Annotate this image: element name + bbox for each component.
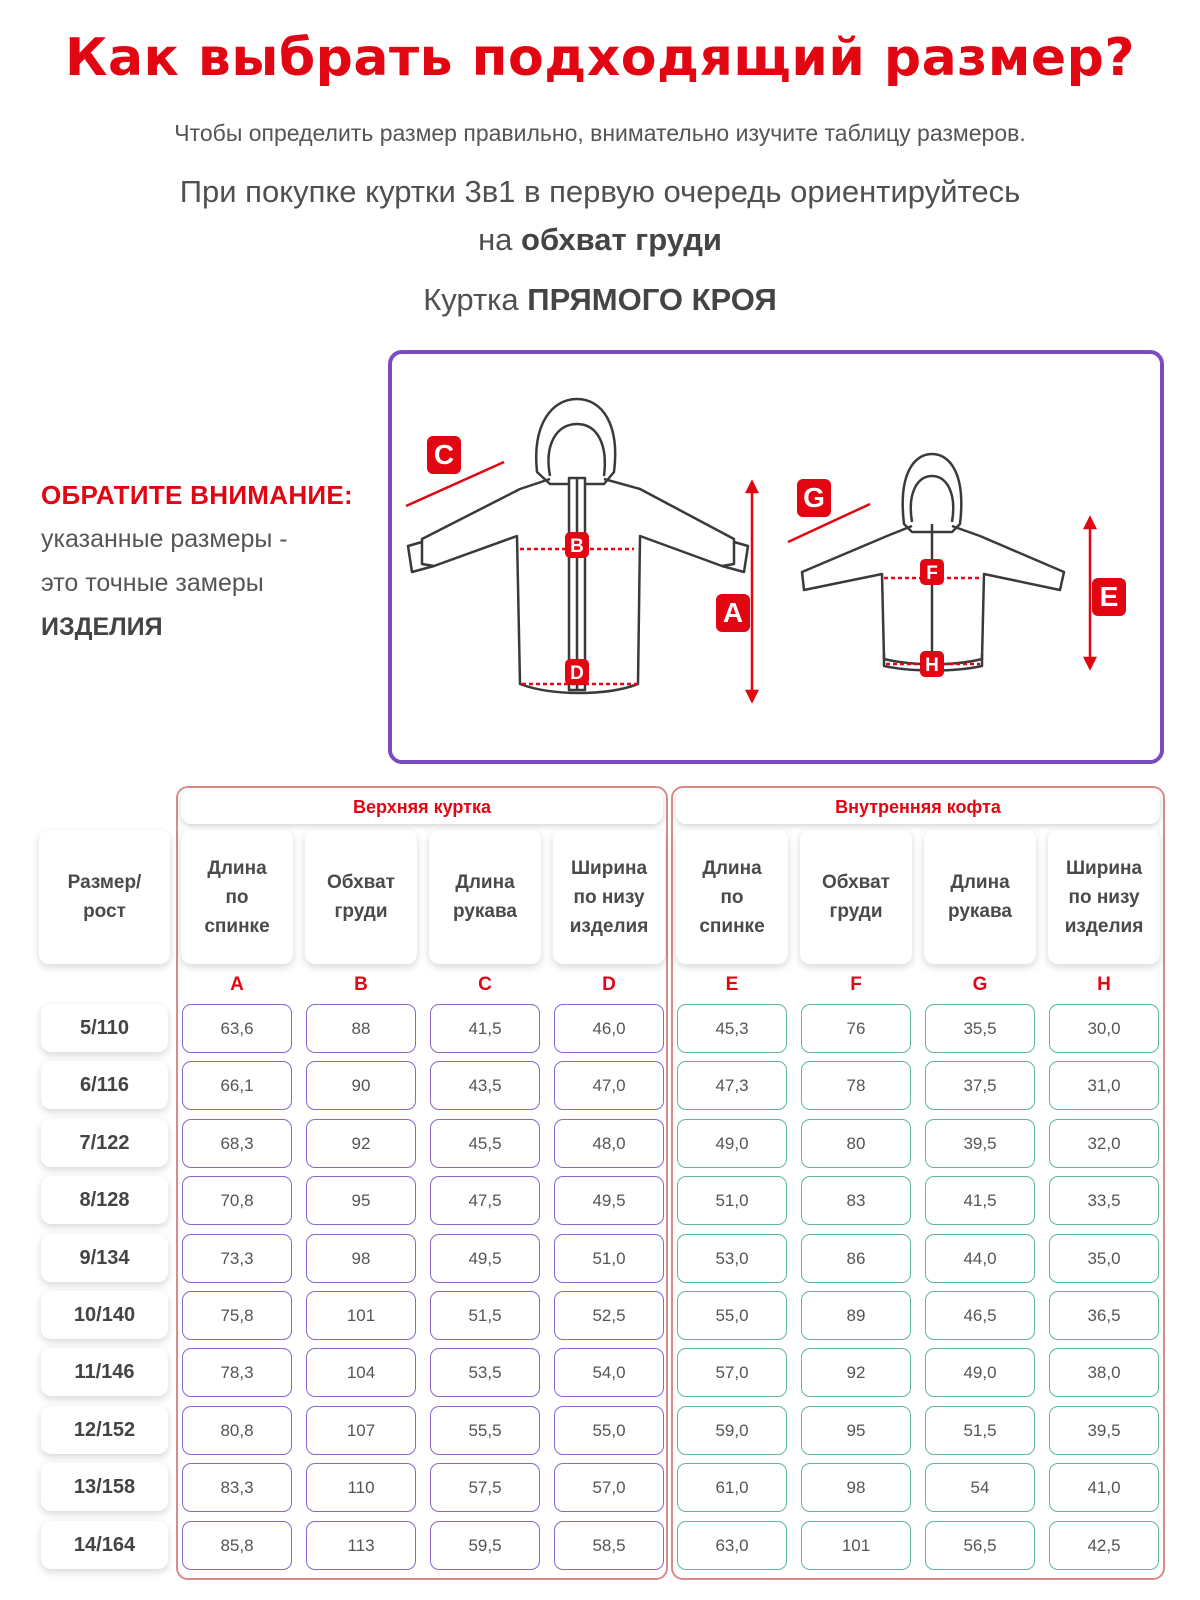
table-cell: 98 — [306, 1234, 416, 1283]
attention-heading: ОБРАТИТЕ ВНИМАНИЕ: — [41, 480, 354, 510]
table-cell: 51,5 — [430, 1291, 540, 1340]
column-header: Длина рукава — [429, 830, 541, 964]
table-cell: 41,0 — [1049, 1463, 1159, 1512]
table-cell: 101 — [801, 1521, 911, 1570]
table-cell: 32,0 — [1049, 1119, 1159, 1168]
table-cell: 59,5 — [430, 1521, 540, 1570]
column-letter: H — [1097, 974, 1111, 995]
table-cell: 49,5 — [554, 1176, 664, 1225]
table-cell: 44,0 — [925, 1234, 1035, 1283]
svg-text:G: G — [803, 482, 825, 513]
table-cell: 53,0 — [677, 1234, 787, 1283]
table-cell: 110 — [306, 1463, 416, 1512]
jacket-diagram — [388, 350, 1164, 764]
table-cell: 57,5 — [430, 1463, 540, 1512]
svg-text:C: C — [433, 439, 455, 470]
table-cell: 80 — [801, 1119, 911, 1168]
table-cell: 88 — [306, 1004, 416, 1053]
table-cell: 45,5 — [430, 1119, 540, 1168]
svg-text:H: H — [925, 655, 939, 676]
svg-text:F: F — [926, 563, 938, 584]
table-cell: 104 — [306, 1348, 416, 1397]
outer-jacket-group-header: Верхняя куртка — [181, 790, 663, 824]
cut-prefix: Куртка — [423, 282, 528, 317]
column-header: Длина по спинке — [676, 830, 788, 964]
table-cell: 36,5 — [1049, 1291, 1159, 1340]
chest-advice — [0, 168, 1200, 264]
table-cell: 76 — [801, 1004, 911, 1053]
size-label: 14/164 — [41, 1521, 168, 1569]
table-cell: 90 — [306, 1061, 416, 1110]
table-cell: 85,8 — [182, 1521, 292, 1570]
table-cell: 39,5 — [1049, 1406, 1159, 1455]
table-cell: 38,0 — [1049, 1348, 1159, 1397]
table-cell: 53,5 — [430, 1348, 540, 1397]
table-cell: 57,0 — [554, 1463, 664, 1512]
table-cell: 95 — [306, 1176, 416, 1225]
table-cell: 51,0 — [554, 1234, 664, 1283]
table-cell: 30,0 — [1049, 1004, 1159, 1053]
size-label: 10/140 — [41, 1291, 168, 1339]
table-cell: 33,5 — [1049, 1176, 1159, 1225]
table-cell: 52,5 — [554, 1291, 664, 1340]
attention-line-3: ИЗДЕЛИЯ — [41, 613, 163, 641]
table-cell: 55,5 — [430, 1406, 540, 1455]
table-cell: 70,8 — [182, 1176, 292, 1225]
size-label: 7/122 — [41, 1119, 168, 1167]
column-letter: F — [850, 974, 862, 995]
table-cell: 86 — [801, 1234, 911, 1283]
table-cell: 59,0 — [677, 1406, 787, 1455]
attention-line-2: это точные замеры — [41, 569, 264, 597]
dimension-lines — [406, 462, 1095, 701]
table-cell: 35,0 — [1049, 1234, 1159, 1283]
advice-bold: обхват груди — [521, 222, 722, 257]
table-cell: 47,3 — [677, 1061, 787, 1110]
table-cell: 49,5 — [430, 1234, 540, 1283]
table-cell: 46,0 — [554, 1004, 664, 1053]
table-cell: 54,0 — [554, 1348, 664, 1397]
table-cell: 75,8 — [182, 1291, 292, 1340]
size-column-header: Размер/ рост — [39, 830, 170, 964]
column-header: Длина рукава — [924, 830, 1036, 964]
column-letter: D — [602, 974, 616, 995]
cut-type-heading — [0, 282, 1200, 318]
table-cell: 55,0 — [554, 1406, 664, 1455]
table-cell: 46,5 — [925, 1291, 1035, 1340]
table-cell: 68,3 — [182, 1119, 292, 1168]
table-cell: 107 — [306, 1406, 416, 1455]
table-cell: 101 — [306, 1291, 416, 1340]
table-cell: 55,0 — [677, 1291, 787, 1340]
column-letter: C — [478, 974, 492, 995]
column-header: Ширина по низу изделия — [553, 830, 665, 964]
table-cell: 92 — [801, 1348, 911, 1397]
attention-note — [41, 480, 381, 649]
column-header: Длина по спинке — [181, 830, 293, 964]
table-cell: 78 — [801, 1061, 911, 1110]
table-cell: 95 — [801, 1406, 911, 1455]
table-cell: 42,5 — [1049, 1521, 1159, 1570]
svg-text:E: E — [1099, 581, 1119, 612]
size-label: 13/158 — [41, 1463, 168, 1511]
table-cell: 41,5 — [430, 1004, 540, 1053]
inner-fleece-group-header: Внутренняя кофта — [676, 790, 1160, 824]
table-cell: 47,0 — [554, 1061, 664, 1110]
size-label: 6/116 — [41, 1061, 168, 1109]
table-cell: 41,5 — [925, 1176, 1035, 1225]
table-cell: 56,5 — [925, 1521, 1035, 1570]
table-cell: 63,6 — [182, 1004, 292, 1053]
table-cell: 83 — [801, 1176, 911, 1225]
advice-line-a: При покупке куртки 3в1 в первую очередь ориентируйтесь — [179, 174, 1021, 209]
column-letter: A — [230, 974, 244, 995]
table-cell: 51,5 — [925, 1406, 1035, 1455]
table-cell: 45,3 — [677, 1004, 787, 1053]
page-subtitle: Чтобы определить размер правильно, внимательно изучите таблицу размеров. — [174, 120, 1026, 146]
table-cell: 80,8 — [182, 1406, 292, 1455]
size-label: 5/110 — [41, 1004, 168, 1052]
column-header: Обхват груди — [305, 830, 417, 964]
measurement-badges — [427, 436, 1126, 685]
table-cell: 57,0 — [677, 1348, 787, 1397]
page-title: Как выбрать подходящий размер? — [64, 28, 1136, 88]
table-cell: 54 — [925, 1463, 1035, 1512]
column-letter: E — [725, 974, 739, 995]
svg-text:A: A — [722, 597, 744, 628]
column-header: Обхват груди — [800, 830, 912, 964]
table-cell: 66,1 — [182, 1061, 292, 1110]
table-cell: 43,5 — [430, 1061, 540, 1110]
table-cell: 47,5 — [430, 1176, 540, 1225]
cut-bold: ПРЯМОГО КРОЯ — [527, 282, 777, 317]
table-cell: 58,5 — [554, 1521, 664, 1570]
table-cell: 49,0 — [925, 1348, 1035, 1397]
table-cell: 89 — [801, 1291, 911, 1340]
svg-text:B: B — [570, 536, 584, 557]
column-letter: B — [354, 974, 368, 995]
table-cell: 39,5 — [925, 1119, 1035, 1168]
table-cell: 63,0 — [677, 1521, 787, 1570]
table-cell: 49,0 — [677, 1119, 787, 1168]
column-letter: G — [972, 974, 988, 995]
table-cell: 61,0 — [677, 1463, 787, 1512]
attention-line-1: указанные размеры - — [41, 525, 288, 553]
size-label: 12/152 — [41, 1406, 168, 1454]
advice-line-b — [0, 216, 1200, 264]
table-cell: 48,0 — [554, 1119, 664, 1168]
table-cell: 37,5 — [925, 1061, 1035, 1110]
table-cell: 73,3 — [182, 1234, 292, 1283]
table-cell: 98 — [801, 1463, 911, 1512]
table-cell: 92 — [306, 1119, 416, 1168]
size-label: 9/134 — [41, 1234, 168, 1282]
table-cell: 113 — [306, 1521, 416, 1570]
table-cell: 78,3 — [182, 1348, 292, 1397]
advice-prefix: на — [478, 222, 522, 257]
column-header: Ширина по низу изделия — [1048, 830, 1160, 964]
jacket-measurement-drawing — [392, 354, 1168, 768]
svg-text:D: D — [570, 663, 584, 684]
table-cell: 35,5 — [925, 1004, 1035, 1053]
size-label: 8/128 — [41, 1176, 168, 1224]
size-label: 11/146 — [41, 1348, 168, 1396]
table-cell: 51,0 — [677, 1176, 787, 1225]
table-cell: 83,3 — [182, 1463, 292, 1512]
table-cell: 31,0 — [1049, 1061, 1159, 1110]
